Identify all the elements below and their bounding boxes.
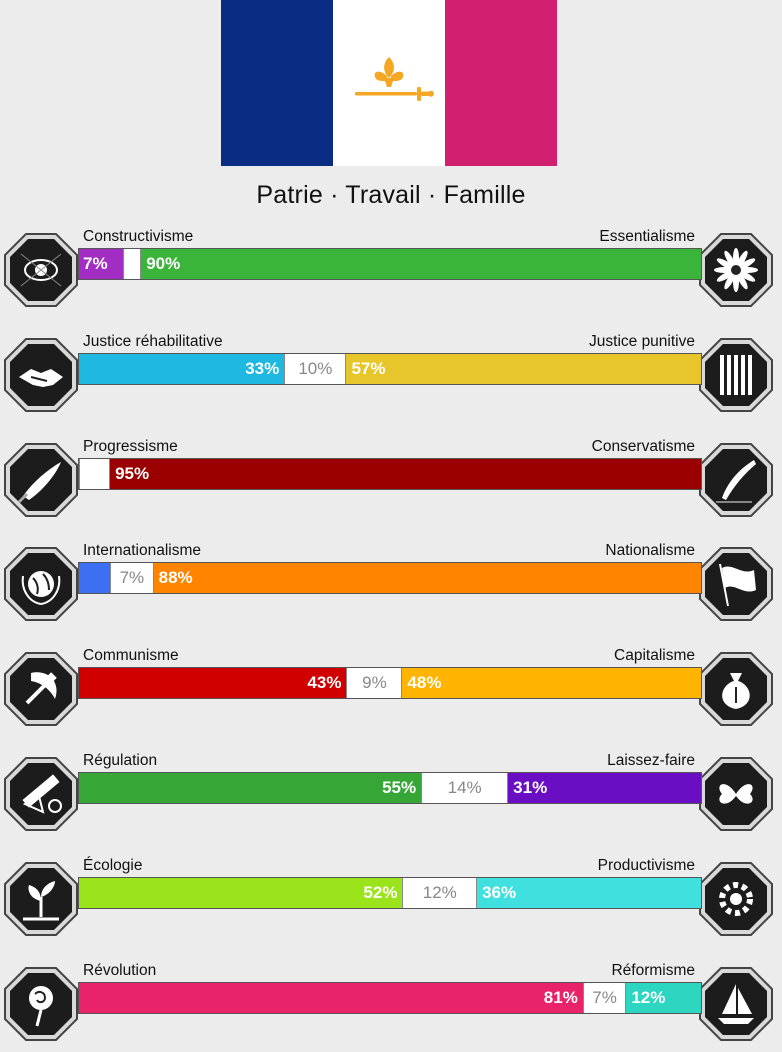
fleur-de-lis-over-sword-icon [221,0,557,166]
axis-middle-segment [421,773,508,803]
axis-left-value: 81% [543,987,578,1007]
axis-left-segment [79,563,110,593]
axis-right-label: Réformisme [611,961,695,979]
axis-score-bar [78,248,702,280]
butterflies-icon [698,756,774,832]
axis-right-value: 90% [146,254,181,273]
flag [221,0,557,166]
axis-right-segment [477,878,701,908]
axis-right-segment [154,563,701,593]
axis-left-value: 52% [363,882,398,902]
prison-bars-icon [698,337,774,413]
axis-row [0,647,782,737]
axis-right-segment [346,354,701,384]
waving-flag-icon [698,546,774,622]
axis-middle-segment [79,459,110,489]
rocket-icon [3,442,79,518]
axis-left-segment [79,983,583,1013]
axis-score-bar [78,458,702,490]
axis-row [0,962,782,1052]
axis-right-segment [141,249,701,279]
axis-middle-segment [284,354,346,384]
axis-middle-value: 7% [592,987,617,1007]
axis-middle-segment [123,249,142,279]
money-bag-icon [698,651,774,727]
axis-middle-segment [110,563,154,593]
flower-icon [698,232,774,308]
axis-left-value: 55% [382,778,417,797]
axis-middle-value: 10% [298,358,333,378]
axis-right-label: Conservatisme [591,437,695,455]
axis-middle-value: 7% [119,568,145,588]
axis-right-value: 57% [351,358,386,378]
axis-right-label: Justice punitive [589,332,695,350]
axis-left-label: Constructivisme [83,228,194,245]
axis-right-value: 95% [115,463,150,483]
axis-left-segment [79,668,346,698]
axis-left-label: Communisme [83,647,179,665]
axis-row [0,438,782,528]
gear-icon [698,861,774,937]
axis-left-label: Internationalisme [83,542,202,560]
axis-right-segment [626,983,701,1013]
axis-left-segment [79,354,284,384]
axis-score-bar [78,562,702,594]
axis-right-label: Capitalisme [614,647,695,665]
axis-left-value: 33% [245,358,280,378]
axis-row [0,752,782,842]
axis-row [0,542,782,632]
axis-score-bar [78,772,702,804]
handshake-icon [3,337,79,413]
globe-wreath-icon [3,546,79,622]
axis-left-label: Régulation [83,752,158,769]
axis-score-bar [78,877,702,909]
axis-row [0,333,782,423]
axis-left-label: Révolution [83,961,157,979]
axis-right-label: Essentialisme [599,228,695,245]
quill-icon [698,442,774,518]
motto-title: Patrie · Travail · Famille [256,181,526,209]
axis-right-value: 31% [513,778,548,797]
axis-middle-segment [346,668,402,698]
axis-right-label: Laissez-faire [607,752,695,769]
rose-icon [3,966,79,1042]
axis-right-value: 88% [158,568,193,588]
axis-middle-value: 9% [362,673,387,693]
axis-left-label: Progressisme [83,437,178,455]
axis-score-bar [78,667,702,699]
axis-middle-value: 12% [422,882,457,902]
axis-right-value: 36% [482,882,517,902]
axis-right-value: 48% [407,673,442,693]
axis-right-label: Productivisme [597,856,695,874]
axis-left-segment [79,249,123,279]
axis-left-label: Justice réhabilitative [83,332,223,350]
hammer-sickle-icon [3,651,79,727]
axis-row [0,228,782,318]
axis-right-segment [402,668,701,698]
axis-score-bar [78,982,702,1014]
axis-left-segment [79,773,421,803]
eye-web-icon [3,232,79,308]
axis-middle-value: 14% [447,778,482,797]
axis-left-value: 43% [307,673,342,693]
axis-left-label: Écologie [83,856,143,874]
axis-right-value: 12% [631,987,666,1007]
axis-left-value: 7% [83,254,108,273]
axis-right-label: Nationalisme [605,542,695,560]
sprout-icon [3,861,79,937]
sailboat-icon [698,966,774,1042]
axis-score-bar [78,353,702,385]
axis-right-segment [110,459,701,489]
axis-middle-segment [583,983,627,1013]
axis-left-segment [79,878,402,908]
axis-right-segment [508,773,701,803]
axis-middle-segment [402,878,477,908]
axis-row [0,857,782,947]
ruler-tools-icon [3,756,79,832]
